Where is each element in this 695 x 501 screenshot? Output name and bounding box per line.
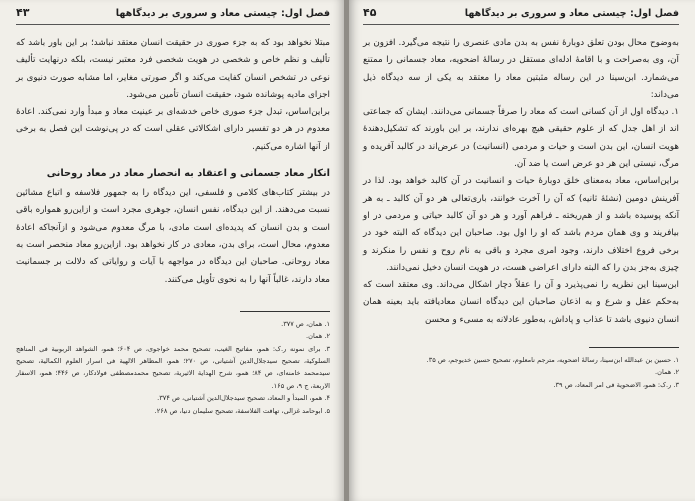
paragraph: ۱. دیدگاه اول از آن کسانی است که معاد را صرفاً جسمانی می‌دانند. ایشان که جماعتی اند از اهل جدل که از علوم حقیقی هیچ بهره‌ای ندارند، بر این باورند که تشکیل‌دهندهٔ هویت انسان، این بدن است و حیات و مردمی (انسانیت) در عرض‌اند در کالبد آفریده و مرگ، نیستی این هر دو عرض است یا ضد آن. bbox=[363, 107, 679, 170]
paragraph: در بیشتر کتاب‌های کلامی و فلسفی، این دیدگاه را به جمهور فلاسفه و اتباع مشائین نسبت می‌دهند. از این دیدگاه، نفس انسان، جوهری مجرد است و ازاین‌رو همواره باقی است و بدن انسان که پدیده‌ای است مادی، با مرگ معدوم می‌شود و ازآنجاکه اعادهٔ معدوم، محال است، برای بدن، معادی در کار نخواهد بود. ازاین‌رو معاد منحصر است به معاد روحانی. صاحبان این دیدگاه در مواجهه با آیات و روایاتی که دلالت بر جسمانیت معاد دارند، غالباً آنها را به نحوی تأویل می‌کنند. bbox=[16, 188, 330, 285]
footnote-divider bbox=[240, 311, 330, 312]
footnote: ۲. همان. bbox=[306, 332, 330, 341]
left-page-number: ۴۳ bbox=[16, 6, 30, 19]
paragraph: مبتلا نخواهد بود که به جزء صوری در حقیقت انسان معتقد نباشد؛ بر این باور باشد که تألیف و نظم خاص و شخصی در هویت شخصی فرد معتبر نیست، بلکه درنهایت تألیف نوعی در تشخص انسان کفایت می‌کند و اگر صورتی مغایر، اما مشابه صورت دنیوی بر اجزای مادیه پوشانده شود، حقیقت انسان تأمین می‌شود. bbox=[16, 38, 330, 100]
right-header-title: فصل اول: چیستی معاد و سروری بر دیدگاهها bbox=[464, 8, 679, 19]
left-intro-text bbox=[16, 35, 330, 156]
paragraph: براین‌اساس، تبدل جزء صوری خاص خدشه‌ای بر عینیت معاد و مبدأ وارد نمی‌کند. اعادهٔ معدوم در هر دو تفسیر دارای اشکالاتی عقلی است که در پی‌نوشت این فصل به برخی از آنها اشاره می‌کنیم. bbox=[16, 107, 330, 152]
footnote: ۵. ابوحامد غزالی، تهافت الفلاسفة، تصحیح سلیمان دنیا، ص ۲۶۸. bbox=[154, 406, 330, 415]
right-page-number: ۴۵ bbox=[363, 6, 377, 19]
right-list-text bbox=[363, 104, 679, 329]
left-header-title: فصل اول: چیستی معاد و سروری بر دیدگاهها bbox=[115, 8, 330, 19]
footnote: ۱. حسین بن عبدالله ابن‌سینا، رسالهٔ اضحویه، مترجم نامعلوم، تصحیح حسین خدیوجم، ص ۳۵. bbox=[426, 356, 679, 365]
paragraph: براین‌اساس، معاد به‌معنای خلق دوبارهٔ حیات و انسانیت در آن کالبد خواهد بود. لذا در آفرینش دومین (نشئهٔ ثانیه) که آن را آخرت خوانند، باری‌تعالی هر دو آن کالبد ـ به هر آنکه پوسیده باشد و از هم‌ریخته ـ فراهم آورد و هر دو آن کالبد حیاتی و مردمی در او بیافریند و وی همان مردم باشد که او را اول بود. صاحبان این دیدگاه که البته خود در برخی فروع اختلاف دارند، وجود امری مجرد و باقی به نام روح و نفس را منکرند و چیزی به‌جز بدن را که البته دارای اعراضی هست، در هویت انسان دخیل نمی‌دانند. bbox=[363, 176, 679, 273]
right-page bbox=[349, 0, 695, 501]
right-page-header bbox=[363, 6, 679, 25]
left-page-header bbox=[16, 6, 330, 25]
paragraph: ابن‌سینا این نظریه را نمی‌پذیرد و آن را عقلاً دچار اشکال می‌داند. وی معتقد است که به‌حکم عقل و شرع و به اذعان صاحبان این دیدگاه انسان معادیافته باید بعینه همان انسان دنیوی باشد تا عذاب و پاداش، به‌طور عادلانه به مسیء و محسن bbox=[363, 280, 679, 325]
right-footnotes bbox=[363, 354, 679, 391]
footnote: ۳. برای نمونه ر.ک: همو، مفاتیح الغیب، تصحیح محمد خواجوی، ص ۶۰۴؛ همو، الشواهد الربوبیة فی المناهج السلوکیة، تصحیح سیدجلال‌الدین آشتیانی، ص ۲۷۰؛ همو، المظاهر الالهیة فی اسرار العلوم الکمالیة، تصحیح سیدمحمد خامنه‌ای، ص ۸۴؛ همو، شرح الهدایة الاثیریة، تصحیح محمدمصطفی فولادکار، ص ۴۴۶؛ همو، الاسفار الاربعة، ج ۹، ص ۱۶۵. bbox=[16, 344, 331, 390]
footnote: ۴. همو، المبدأ و المعاد، تصحیح سیدجلال‌الدین آشتیانی، ص ۳۷۴. bbox=[157, 394, 330, 403]
section-heading: انکار معاد جسمانی و اعتقاد به انحصار معاد در معاد روحانی bbox=[46, 168, 330, 180]
left-section-text bbox=[16, 185, 330, 289]
footnote: ۲. همان. bbox=[655, 368, 679, 377]
left-page bbox=[0, 0, 344, 501]
footnote-divider bbox=[589, 347, 679, 348]
footnote: ۱. همان، ص ۳۷۷. bbox=[281, 319, 330, 328]
left-footnotes bbox=[16, 318, 330, 417]
footnote: ۳. ر.ک: همو، الاضحویة فی امر المعاد، ص ۳۹. bbox=[553, 380, 679, 389]
right-intro-text bbox=[363, 35, 679, 104]
paragraph: به‌وضوح محال بودن تعلق دوبارهٔ نفس به بدن مادی عنصری را نتیجه می‌گیرد. افزون بر آن، وی به‌صراحت و با اقامهٔ ادله‌ای مستقل در رسالهٔ اضحویه، معاد جسمانی را ممتنع می‌شمارد. ابن‌سینا در این رساله مثبتین معاد را معتقد به یکی از سه دیدگاه ذیل می‌داند: bbox=[363, 38, 679, 100]
